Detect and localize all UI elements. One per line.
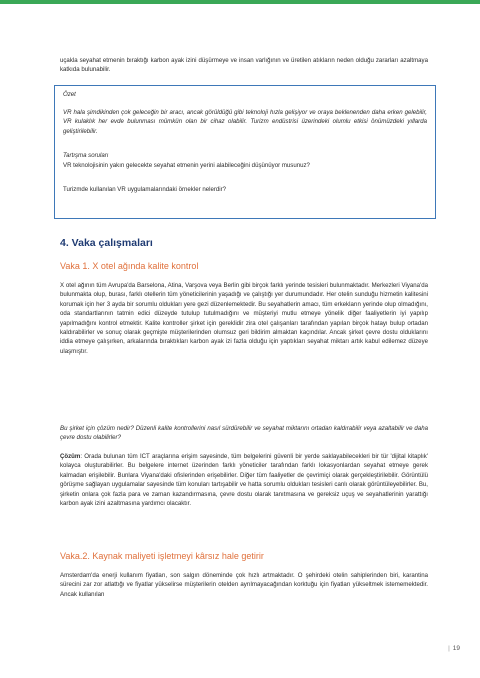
summary-box	[54, 85, 436, 219]
discussion-questions-heading: Tartışma soruları	[63, 152, 109, 159]
case-2-paragraph: Amsterdam'da enerji kullanım fiyatları, son salgın döneminde çok hızlı artmaktadır. O şehirdeki otelin sahiplerinden biri, karantina sürecini zar zor atlattığı ve fiyatlar yükselirse müşterilerin otelden ayrılmayacağından korktuğu için fiyatları yükseltmek istememektedir. Ancak kullanılan	[60, 572, 428, 598]
top-accent-rule	[0, 0, 480, 4]
case-1-solution	[60, 452, 428, 508]
section-title: 4. Vaka çalışmaları	[60, 237, 153, 249]
intro-paragraph: uçakla seyahat etmenin bıraktığı karbon ayak izini düşürmeye ve insan varlığının ve üretilen atıkların neden olduğu zararları azaltmaya katkıda bulunabilir.	[60, 57, 428, 74]
case-1-title: Vaka 1. X otel ağında kalite kontrol	[60, 261, 199, 271]
discussion-question-2: Turizmde kullanılan VR uygulamalarındaki örnekler nelerdir?	[63, 186, 227, 193]
solution-label: Çözüm	[60, 453, 81, 460]
page-number-divider: |	[448, 645, 450, 652]
solution-text: : Orada bulunan tüm ICT araçlarına erişim sayesinde, tüm belgelerini güvenli bir yerde saklayabilecekleri bir tür 'dijital kitaplık' kolayca oluşturabilirler. Bu belgelere internet üzerinden farklı yöneticiler tarafından farklı lokasyonlardan seyahat etmeye gerek kalmadan erişilebilir. Bunlara Viyana'daki ofislerinden erişebilirler. Diğer tüm faaliyetler de çevrimiçi olarak gerçekleştirilebilir. Görüntülü görüşme sağlayan uygulamalar sayesinde tüm konuları tartışabilir ve hatta sorumlu oldukları tesisleri canlı olarak görüntüleyebilirler. Bu, şirketin onlara çok fazla para ve zaman kazandırmasına, çevre dostu olarak tanıtmasına ve gereksiz uçuş ve seyahatlerinin yarattığı karbon ayak izini azaltmasına yardımcı olacaktır.	[60, 453, 428, 508]
case-1-paragraph: X otel ağının tüm Avrupa'da Barselona, Atina, Varşova veya Berlin gibi birçok farklı yerinde tesisleri bulunmaktadır. Merkezleri Viyana'da bulunmakta olup, burası, farklı otellerin tüm yöneticilerinin yaşadığı ve çalıştığı yer durumundadır. Her otelin sunduğu hizmetin kalitesini korumak için her 3 ayda bir sorumlu oldukları yere gezi düzenlemektedir. Bu seyahatlerin amacı, tüm erkekların yerinde olup olmadığını, oda standartlarının tatmin edici düzeyde tutulup tutulmadığını ve müşteriyi mutlu etmeye yönelik diğer faaliyetlerin iyi yapılıp yapılmadığını kontrol etmektir. Kalite kontroller şirket için gereklidir zira otel çalışanları tarafından yapılan birçok hatayı bulup ortadan kaldırabilirler ve sonuç olarak geçmişte müşterilerinden olumsuz geri bildirim almaktan kaçındılar. Ancak şirket çevre dostu olduklarını iddia etmeye çalışırken, arkalarında bıraktıkları karbon ayak izi fazla olduğu için yaptıkları seyahat miktarı artık kabul edilemez düzeye ulaşmıştır.	[60, 282, 428, 355]
summary-heading: Özet	[63, 91, 76, 98]
page-number	[448, 645, 460, 652]
case-2-title: Vaka.2. Kaynak maliyeti işletmeyi kârsız hale getirir	[60, 551, 264, 561]
case-1-question: Bu şirket için çözüm nedir? Düzenli kalite kontrollerini nasıl sürdürebilir ve seyahat miktarını ortadan kaldırabilir veya azaltabilir ve daha çevre dostu olabilirler?	[60, 425, 428, 442]
page-number-value: 19	[452, 645, 460, 652]
summary-body: VR hala şimdikinden çok geleceğin bir aracı, ancak görüldüğü gibi teknoloji hızla gelişiyor ve oraya beklenenden daha erken gelebilir, VR kulaklık her evde bulunması mümkün olan bir cihaz olabilir. Turizm endüstrisi üzerindeki olumlu etkisi önümüzdeki yıllarda geliştirilebilir.	[63, 109, 427, 135]
discussion-question-1: VR teknolojisinin yakın gelecekte seyahat etmenin yerini alabileceğini düşünüyor musunuz?	[63, 162, 310, 169]
